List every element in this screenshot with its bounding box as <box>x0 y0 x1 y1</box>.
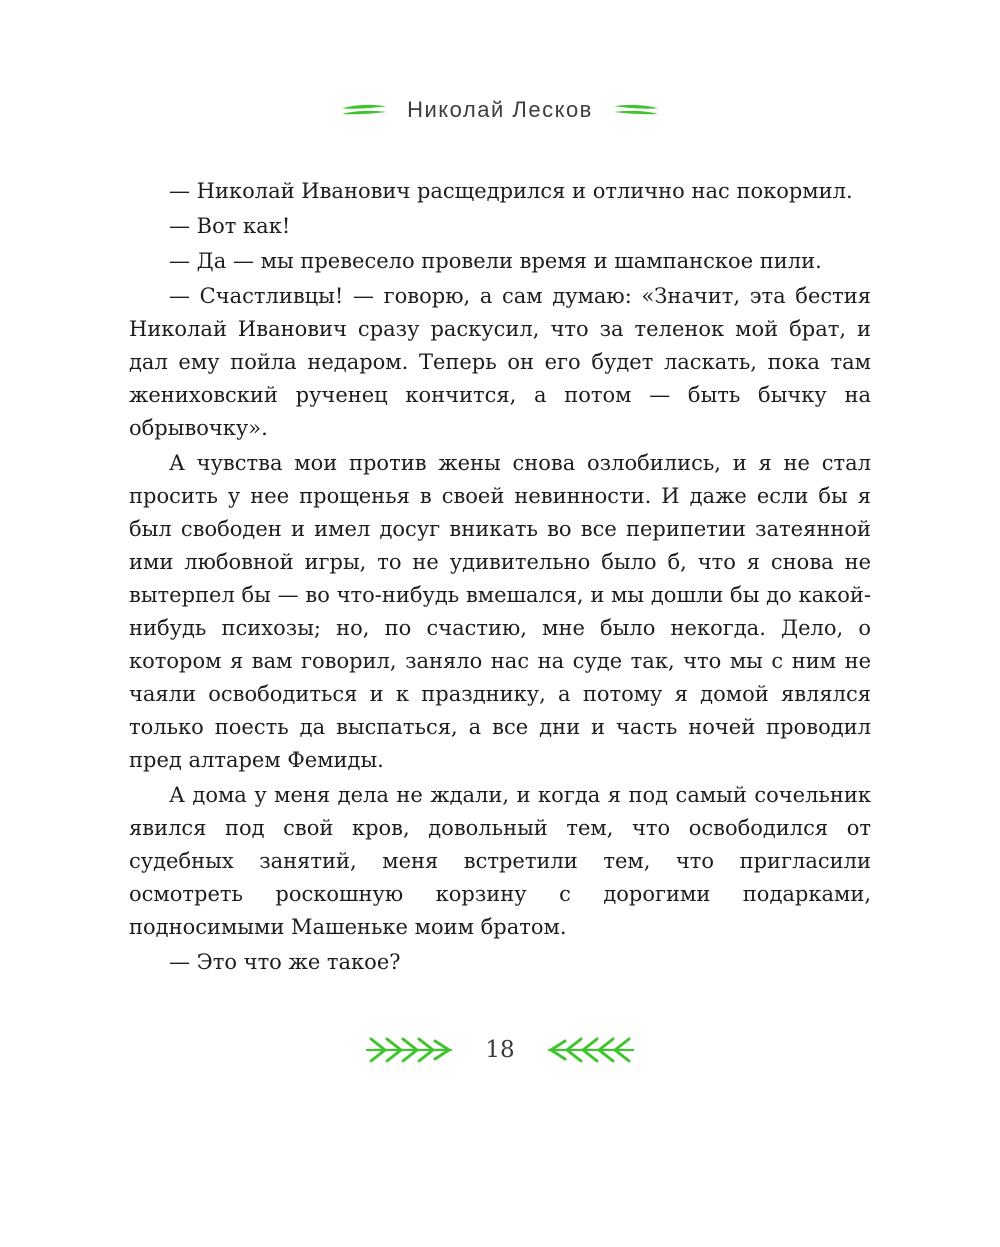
footer-left-branch-icon <box>365 1035 457 1065</box>
paragraph: А дома у меня дела не ждали, и когда я под самый сочельник явился под свой кров, довольный тем, что освободился от судебных занятий, меня встретили тем, что пригласили осмотреть роскошную корзину с дорогими подарками, подносимыми Машеньке моим братом. <box>129 783 871 939</box>
footer-right-branch-icon <box>543 1035 635 1065</box>
header-left-ornament-icon <box>341 103 387 117</box>
paragraph: — Николай Иванович расщедрился и отлично нас покормил. <box>169 179 853 203</box>
page-text <box>129 175 871 979</box>
page-number: 18 <box>485 1036 515 1063</box>
page-header <box>0 97 1000 123</box>
paragraph: — Счастливцы! — говорю, а сам думаю: «Значит, эта бестия Николай Иванович сразу раскусил, что за теленок мой брат, и дал ему пойла недаром. Теперь он его будет ласкать, пока там жениховский рученец кончится, а потом — быть бычку на обрывочку». <box>129 284 871 440</box>
author-title: Николай Лесков <box>407 97 593 122</box>
paragraph: — Да — мы превесело провели время и шампанское пили. <box>169 249 822 273</box>
header-right-ornament-icon <box>613 103 659 117</box>
page-footer <box>0 1035 1000 1125</box>
paragraph: А чувства мои против жены снова озлобились, и я не стал просить у нее прощенья в своей невинности. И даже если бы я был свободен и имел досуг вникать во все перипетии затеянной ими любовной игры, то не удивительно было б, что я снова не вытерпел бы — во что-нибудь вмешался, и мы дошли бы до какой-нибудь психозы; но, по счастию, мне было некогда. Дело, о котором я вам говорил, заняло нас на суде так, что мы с ним не чаяли освободиться и к празднику, а потому я домой являлся только поесть да выспаться, а все дни и часть ночей проводил пред алтарем Фемиды. <box>129 451 871 772</box>
paragraph: — Это что же такое? <box>169 950 401 974</box>
paragraph: — Вот как! <box>169 214 291 238</box>
